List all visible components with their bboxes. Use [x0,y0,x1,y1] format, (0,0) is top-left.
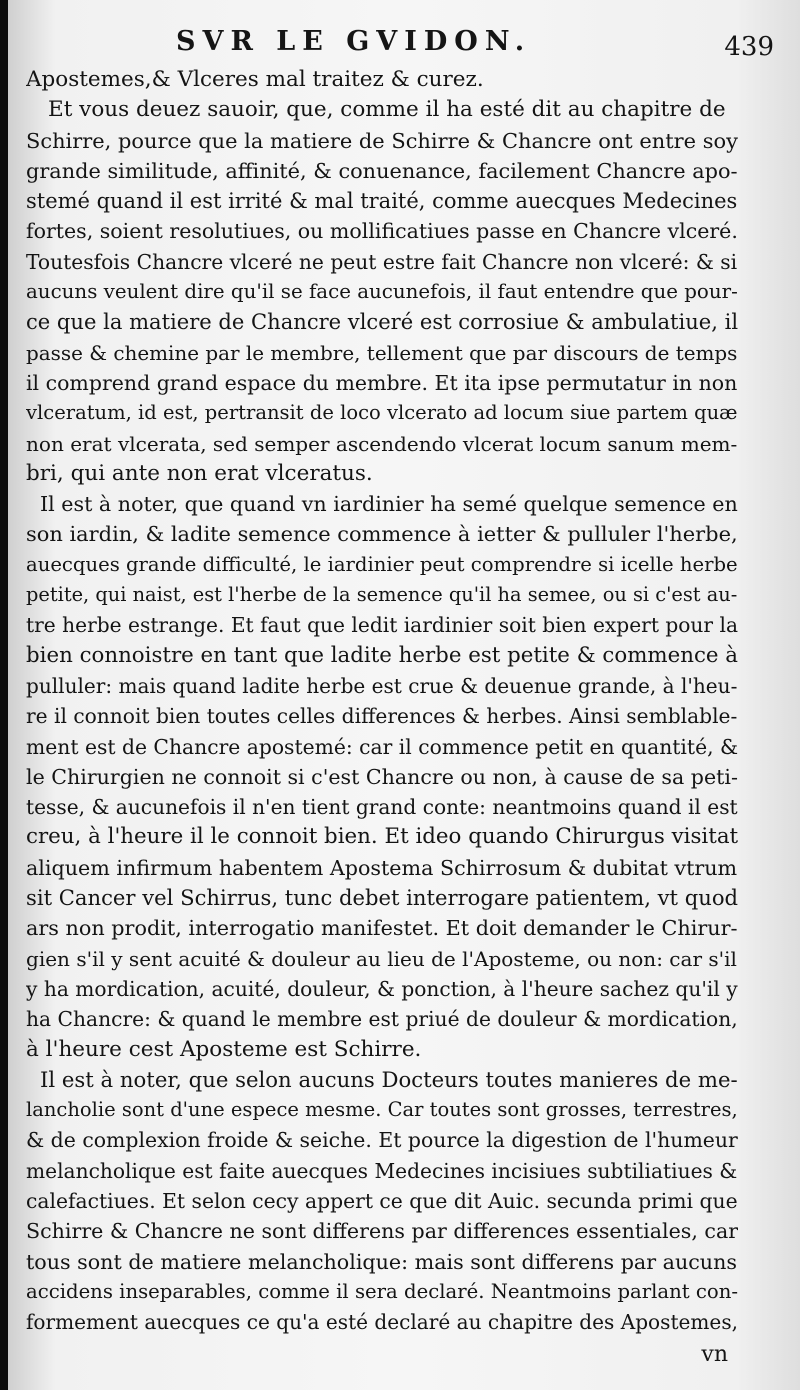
text-line: à l'heure cest Aposteme est Schirre. [26,1036,422,1062]
text-line: Apostemes,& Vlceres mal traitez & curez. [26,67,484,92]
text-line: re il connoit bien toutes celles differences & herbes. Ainsi semblable- [26,704,738,729]
text-line: grande similitude, affinité, & conuenance, facilement Chancre apo- [26,158,738,183]
text-line: non erat vlcerata, sed semper ascendendo vlcerat locum sanum mem- [26,431,738,456]
text-line: Schirre, pource que la matiere de Schirre & Chancre ont entre soy [26,128,738,153]
text-line: calefactiues. Et selon cecy appert ce que dit Auic. secunda primi que [26,1188,738,1213]
text-line: formement auecques ce qu'a esté declaré au chapitre des Apostemes, [26,1310,738,1335]
text-line: lancholie sont d'une espece mesme. Car toutes sont grosses, terrestres, [26,1098,738,1122]
text-line: il comprend grand espace du membre. Et ita ipse permutatur in non [26,370,738,395]
text-line: son iardin, & ladite semence commence à ietter & pulluler l'herbe, [26,522,738,547]
text-line: bien connoistre en tant que ladite herbe est petite & commence à [26,642,738,668]
text-line: bri, qui ante non erat vlceratus. [26,460,373,486]
body-text [26,65,738,1337]
text-line: vlceratum, id est, pertransit de loco vlcerato ad locum siue partem quæ [26,401,738,425]
text-line: Toutesfois Chancre vlceré ne peut estre fait Chancre non vlceré: & si [26,249,738,274]
text-line: fortes, soient resolutiues, ou mollificatiues passe en Chancre vlceré. [26,219,738,244]
text-line: stemé quand il est irrité & mal traité, comme auecques Medecines [26,189,738,214]
text-line: accidens inseparables, comme il sera declaré. Neantmoins parlant con- [26,1279,738,1303]
text-line: petite, qui naist, est l'herbe de la semence qu'il ha semee, ou si c'est au- [26,583,738,607]
text-line: tesse, & aucunefois il n'en tient grand conte: neantmoins quand il est [26,795,738,820]
text-line: gien s'il y sent acuité & douleur au lieu de l'Aposteme, ou non: car s'il [26,946,737,971]
text-line: creu, à l'heure il le connoit bien. Et ideo quando Chirurgus visitat [26,824,738,850]
book-page [8,0,800,1390]
text-line: pulluler: mais quand ladite herbe est crue & deuenue grande, à l'heu- [26,673,738,698]
page-number: 439 [724,32,774,62]
text-line: sit Cancer vel Schirrus, tunc debet interrogare patientem, vt quod [26,885,738,911]
text-line: Il est à noter, que selon aucuns Docteurs toutes manieres de me- [40,1066,738,1092]
catchword: vn [701,1342,728,1367]
text-line: passe & chemine par le membre, tellement que par discours de temps [26,340,738,365]
text-line: Et vous deuez sauoir, que, comme il ha esté dit au chapitre de [48,97,726,123]
text-line: melancholique est faite auecques Medecines incisiues subtiliatiues & [26,1158,738,1183]
text-line: Schirre & Chancre ne sont differens par differences essentiales, car [26,1219,738,1244]
text-line: & de complexion froide & seiche. Et pource la digestion de l'humeur [26,1128,738,1153]
text-line: ce que la matiere de Chancre vlceré est corrosiue & ambulatiue, il [26,309,738,335]
running-title: SVR LE GVIDON. [176,26,532,57]
text-line: tre herbe estrange. Et faut que ledit iardinier soit bien expert pour la [26,613,738,638]
text-line: le Chirurgien ne connoit si c'est Chancre ou non, à cause de sa peti- [26,764,738,789]
text-line: ment est de Chancre apostemé: car il commence petit en quantité, & [26,734,738,759]
text-line: tous sont de matiere melancholique: mais sont differens par aucuns [26,1249,737,1274]
text-line: ha Chancre: & quand le membre est priué de douleur & mordication, [26,1007,738,1032]
running-head [8,26,800,66]
text-line: ars non prodit, interrogatio manifestet. Et doit demander le Chirur- [26,916,738,941]
text-line: aliquem infirmum habentem Apostema Schirrosum & dubitat vtrum [26,855,738,880]
text-line: aucuns veulent dire qu'il se face aucunefois, il faut entendre que pour- [26,280,738,304]
text-line: auecques grande difficulté, le iardinier peut comprendre si icelle herbe [26,552,738,576]
text-line: y ha mordication, acuité, douleur, & ponction, à l'heure sachez qu'il y [26,976,738,1001]
text-line: Il est à noter, que quand vn iardinier ha semé quelque semence en [40,492,738,517]
